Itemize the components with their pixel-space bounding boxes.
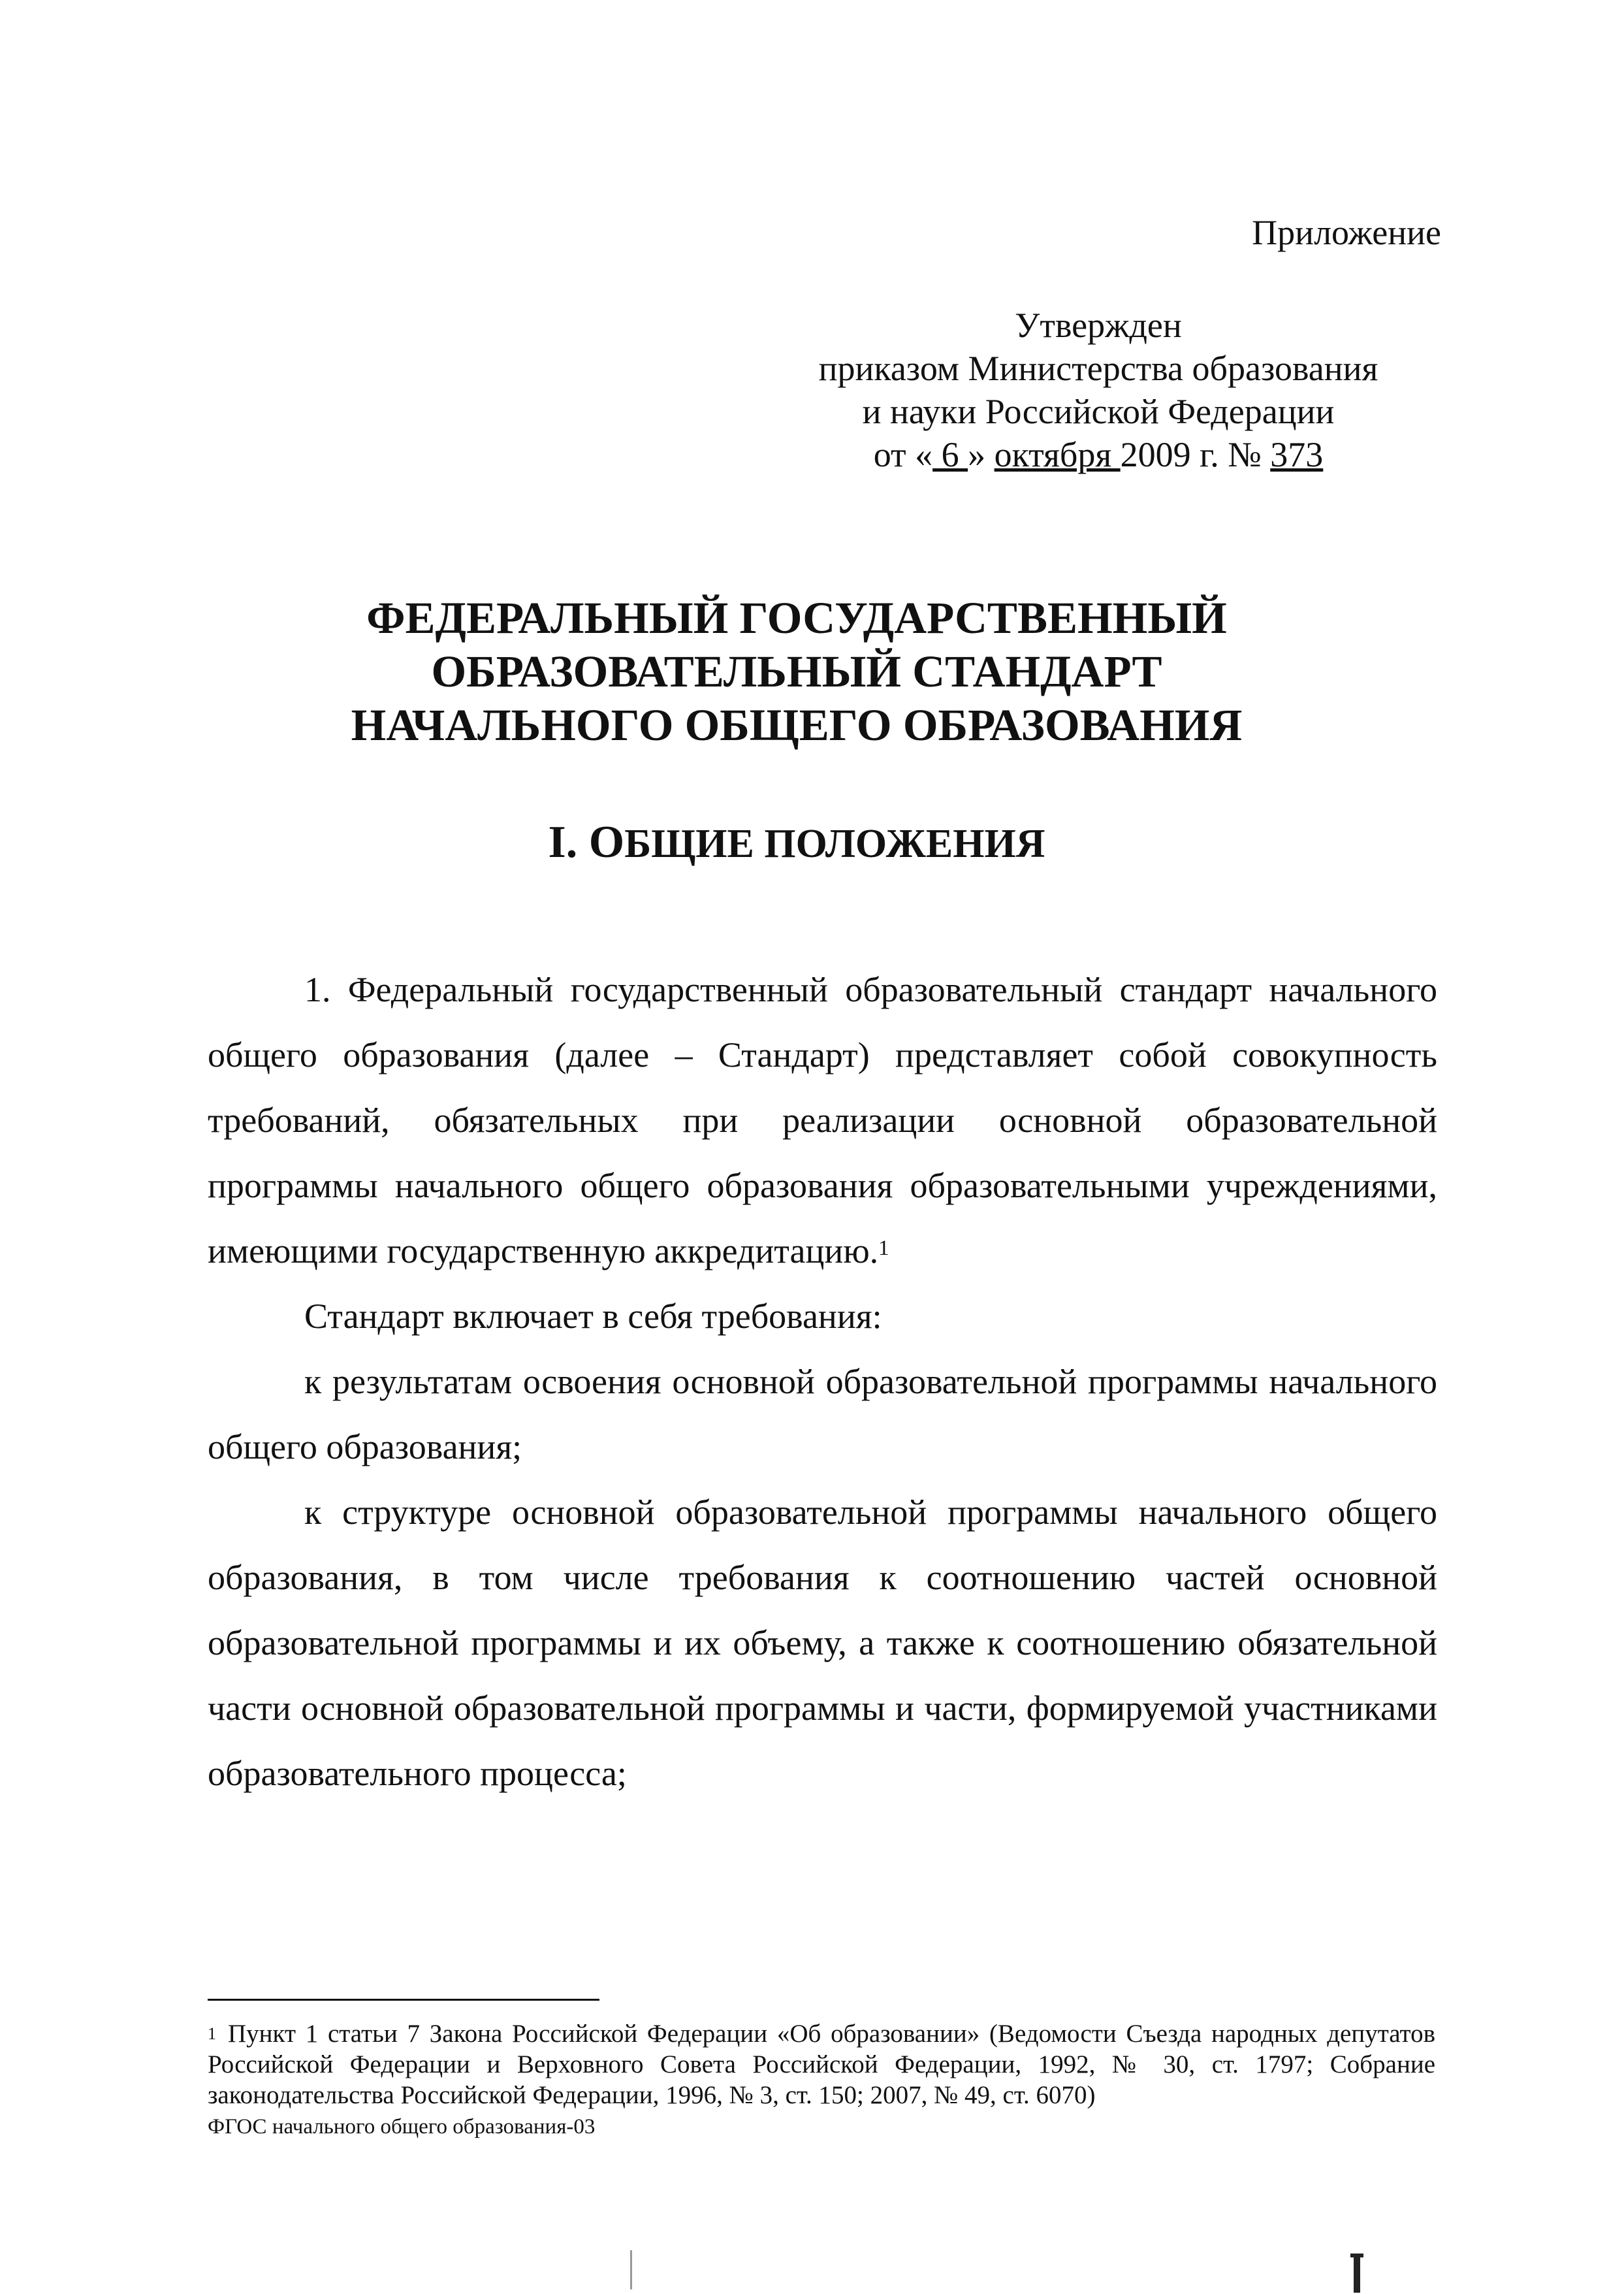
section-heading bbox=[196, 816, 1397, 869]
approval-date-line bbox=[756, 433, 1441, 476]
paragraph-4: к структуре основной образовательной программы начального общего образования, в том числе требования к соотношению частей основной образовательной программы и их объему, а также к соотношению обязательной части основной образовательной программы и части, формируемой участниками образовательного процесса; bbox=[208, 1493, 1437, 1793]
footnote-mark: 1 bbox=[208, 2024, 216, 2043]
section-title: БЩИЕ ПОЛОЖЕНИЯ bbox=[624, 822, 1045, 866]
footnote-text: Пункт 1 статьи 7 Закона Российской Федерации «Об образовании» (Ведомости Съезда народных депутатов Российской Федерации и Верховного Совета Российской Федерации, 1992, № 30, ст. 1797; Собрание законодательства Российской Федерации, 1996, № 3, ст. 150; 2007, № 49, ст. 6070) bbox=[208, 2020, 1435, 2109]
scan-artifact-mark-top bbox=[1350, 2254, 1363, 2257]
paragraph-3: к результатам освоения основной образовательной программы начального общего образования; bbox=[208, 1362, 1437, 1466]
date-year: 2009 г. № bbox=[1120, 435, 1271, 474]
approval-line-ministry: приказом Министерства образования bbox=[818, 349, 1378, 388]
paragraph-1-text: 1. Федеральный государственный образовательный стандарт начального общего образования (далее – Стандарт) представляет собой совокупность требований, обязательных при реализации основной образовательной программы начального общего образования образовательными учреждениями, имеющими государственную аккредитацию. bbox=[208, 970, 1437, 1270]
appendix-label: Приложение bbox=[1252, 213, 1441, 252]
date-day: 6 bbox=[932, 435, 968, 474]
scan-artifact-line bbox=[630, 2250, 632, 2289]
approval-line-approved: Утвержден bbox=[1015, 306, 1182, 345]
title-line-3: НАЧАЛЬНОГО ОБЩЕГО ОБРАЗОВАНИЯ bbox=[351, 700, 1243, 750]
paragraph-2: Стандарт включает в себя требования: bbox=[304, 1297, 882, 1336]
body-text bbox=[208, 957, 1437, 1806]
date-prefix: от « bbox=[873, 435, 933, 474]
date-mid: » bbox=[968, 435, 995, 474]
order-number: 373 bbox=[1270, 435, 1324, 474]
scan-artifact-mark bbox=[1354, 2254, 1360, 2293]
footnote-divider bbox=[208, 1999, 599, 2001]
footnote bbox=[208, 2018, 1435, 2110]
title-line-1: ФЕДЕРАЛЬНЫЙ ГОСУДАРСТВЕННЫЙ bbox=[366, 593, 1227, 643]
section-number: I. О bbox=[548, 817, 625, 867]
approval-line-science: и науки Российской Федерации bbox=[862, 392, 1335, 431]
approval-block bbox=[756, 304, 1441, 476]
document-code: ФГОС начального общего образования-03 bbox=[208, 2115, 596, 2139]
document-title bbox=[196, 591, 1397, 752]
title-line-2: ОБРАЗОВАТЕЛЬНЫЙ СТАНДАРТ bbox=[431, 647, 1162, 696]
footnote-reference: 1 bbox=[878, 1236, 889, 1260]
paragraph-1 bbox=[208, 957, 1437, 1284]
date-month: октября bbox=[994, 435, 1121, 474]
